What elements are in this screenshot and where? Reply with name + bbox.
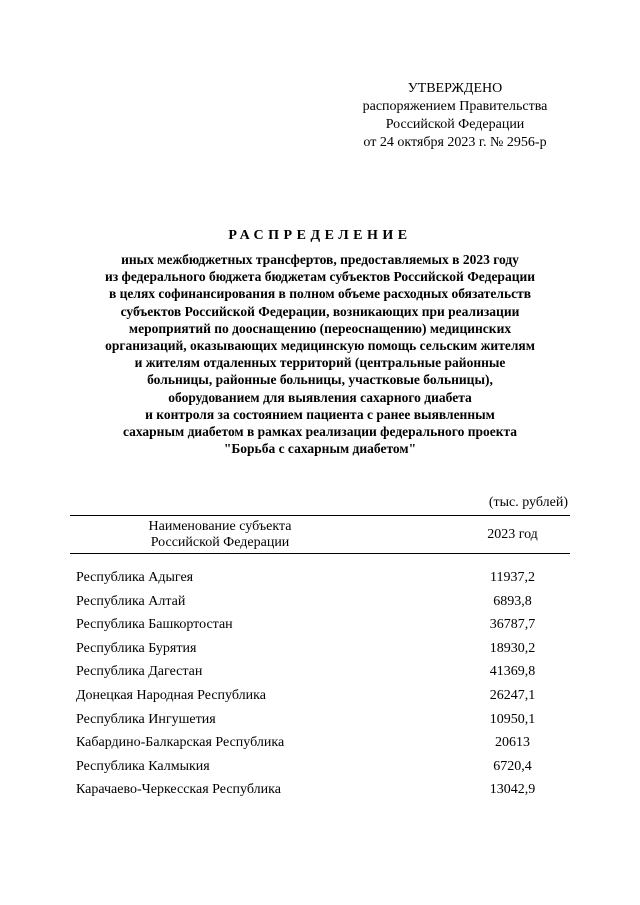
row-subject-name: Республика Адыгея (76, 570, 194, 585)
table-row (76, 688, 570, 712)
row-value: 20613 (495, 735, 530, 751)
table-header (70, 515, 570, 554)
row-value: 36787,7 (489, 617, 536, 633)
row-value: 6893,8 (493, 593, 532, 609)
table-row (76, 735, 570, 759)
row-value: 26247,1 (489, 687, 536, 703)
table-row (76, 712, 570, 736)
approval-line-approved: УТВЕРЖДЕНО (407, 81, 503, 96)
row-value: 6720,4 (493, 758, 532, 774)
row-value: 41369,8 (489, 664, 536, 680)
subtitle-line: и жителям отдаленных территорий (центральные районные (134, 355, 506, 371)
row-subject-name: Республика Калмыкия (76, 758, 210, 774)
row-value: 18930,2 (489, 640, 536, 656)
header-year: 2023 год (487, 527, 538, 542)
table-body (76, 570, 570, 806)
row-subject-name: Республика Дагестан (76, 664, 203, 680)
row-subject-name: Республика Ингушетия (76, 711, 216, 727)
table-row (76, 570, 570, 594)
subtitle-line: организаций, оказывающих медицинскую помощь сельским жителям (105, 338, 535, 354)
table-row (76, 617, 570, 641)
approval-stamp (340, 80, 570, 152)
row-subject-name: Республика Алтай (76, 593, 186, 609)
document-title: РАСПРЕДЕЛЕНИЕ (228, 228, 412, 243)
approval-line-decree: распоряжением Правительства (362, 99, 548, 114)
subtitle-line: "Борьба с сахарным диабетом" (223, 441, 417, 457)
header-subject-line: Российской Федерации (150, 535, 290, 550)
row-subject-name: Республика Бурятия (76, 640, 197, 656)
subtitle-line: из федерального бюджета бюджетам субъектов Российской Федерации (104, 269, 536, 285)
approval-line-date: от 24 октября 2023 г. № 2956-р (363, 135, 547, 150)
units-label: (тыс. рублей) (488, 495, 568, 510)
table-row (76, 759, 570, 783)
header-subject-name (70, 519, 370, 551)
table-row (76, 641, 570, 665)
subtitle-line: субъектов Российской Федерации, возникающих при реализации (120, 303, 520, 319)
subtitle-line: иных межбюджетных трансфертов, предоставляемых в 2023 году (121, 252, 519, 267)
document-subtitle (60, 251, 580, 457)
subtitle-line: больницы, районные больницы, участковые больницы), (147, 372, 493, 388)
subtitle-line: сахарным диабетом в рамках реализации федерального проекта (122, 424, 518, 440)
table-row (76, 664, 570, 688)
approval-line-government: Российской Федерации (385, 117, 525, 132)
subtitle-line: мероприятий по дооснащению (переоснащению) медицинских (128, 320, 512, 336)
subtitle-line: оборудованием для выявления сахарного диабета (168, 389, 472, 405)
row-subject-name: Республика Башкортостан (76, 617, 233, 633)
row-subject-name: Карачаево-Черкесская Республика (76, 782, 281, 798)
subtitle-line: и контроля за состоянием пациента с ранее выявленным (145, 406, 495, 422)
row-subject-name: Кабардино-Балкарская Республика (76, 735, 285, 751)
table-row (76, 782, 570, 806)
row-value: 10950,1 (489, 711, 536, 727)
row-value: 11937,2 (490, 570, 535, 585)
row-value: 13042,9 (489, 782, 536, 798)
row-subject-name: Донецкая Народная Республика (76, 687, 266, 703)
table-row (76, 594, 570, 618)
header-subject-line: Наименование субъекта (148, 519, 292, 534)
subtitle-line: в целях софинансирования в полном объеме расходных обязательств (108, 286, 532, 302)
